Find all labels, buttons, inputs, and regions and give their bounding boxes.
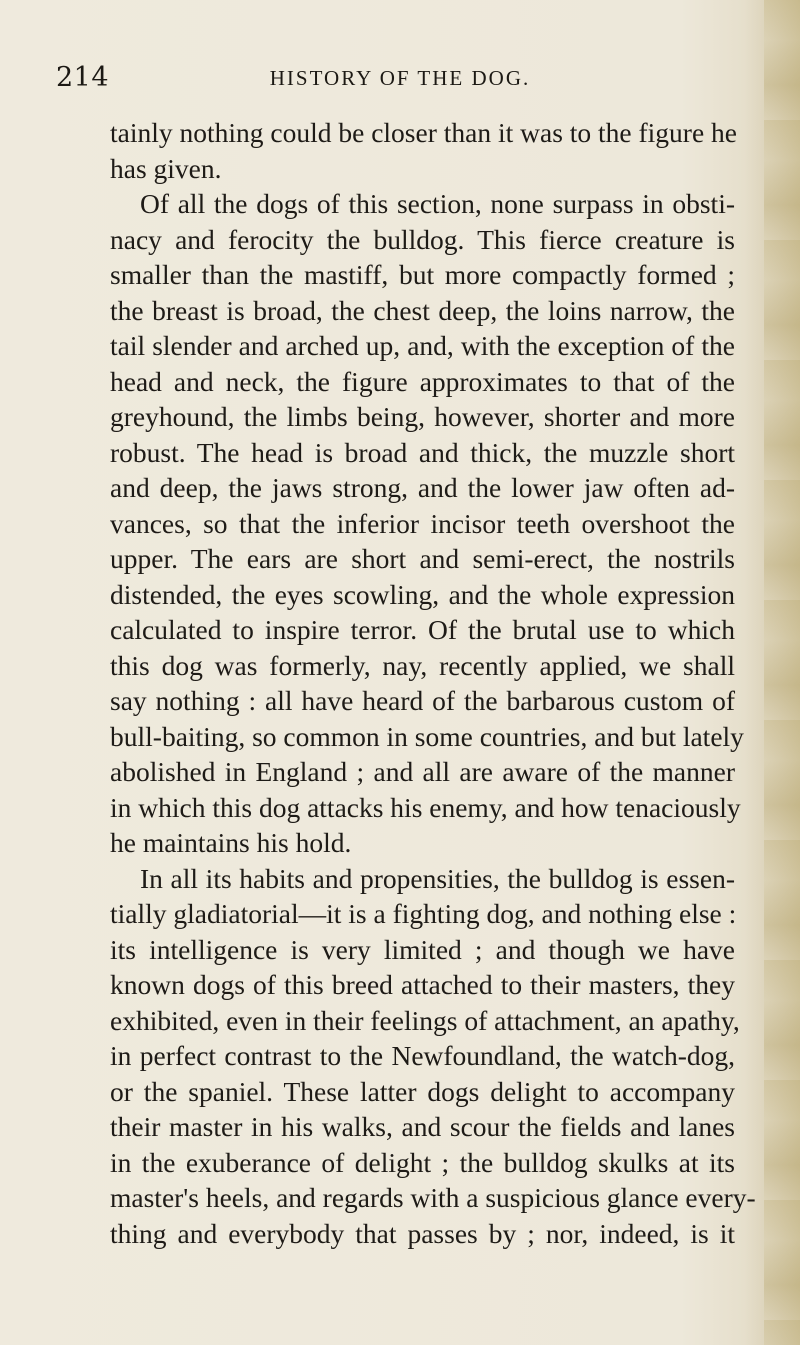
text-line: abolished in England ; and all are aware of the manner (110, 756, 735, 787)
running-head (0, 62, 800, 102)
text-line: and deep, the jaws strong, and the lower jaw often ad- (110, 472, 735, 503)
text-line: known dogs of this breed attached to their masters, they (110, 969, 735, 1000)
text-line: In all its habits and propensities, the bulldog is essen- (140, 862, 735, 894)
text-line: nacy and ferocity the bulldog. This fierce creature is (110, 223, 735, 255)
text-line: bull-baiting, so common in some countries, and but lately (110, 720, 744, 752)
page-edge-stain (764, 0, 800, 1345)
text-line: their master in his walks, and scour the fields and lanes (110, 1111, 735, 1142)
text-line: its intelligence is very limited ; and though we have (110, 933, 735, 965)
text-line: he maintains his hold. (110, 827, 352, 858)
text-line: in perfect contrast to the Newfoundland, the watch-dog, (110, 1040, 735, 1071)
text-line: robust. The head is broad and thick, the muzzle short (110, 436, 735, 468)
page-number: 214 (56, 62, 110, 93)
running-title: HISTORY OF THE DOG. (269, 66, 531, 90)
text-line: exhibited, even in their feelings of attachment, an apathy, (110, 1004, 740, 1036)
text-line: upper. The ears are short and semi-erect, the nostrils (110, 543, 735, 574)
text-line: tially gladiatorial—it is a fighting dog, and nothing else : (110, 898, 737, 929)
text-line: tainly nothing could be closer than it was to the figure he (110, 117, 737, 148)
text-line: the breast is broad, the chest deep, the loins narrow, the (110, 294, 735, 326)
text-line: thing and everybody that passes by ; nor, indeed, is it (110, 1217, 735, 1249)
text-line: smaller than the mastiff, but more compactly formed ; (110, 259, 735, 290)
text-line: in the exuberance of delight ; the bulldog skulks at its (110, 1146, 735, 1178)
text-line: greyhound, the limbs being, however, shorter and more (110, 401, 735, 432)
text-line: Of all the dogs of this section, none surpass in obsti- (140, 188, 735, 219)
text-line: head and neck, the figure approximates to that of the (110, 365, 735, 397)
text-line: this dog was formerly, nay, recently applied, we shall (110, 649, 735, 681)
text-line: distended, the eyes scowling, and the whole expression (110, 578, 735, 610)
body-text (110, 115, 756, 1251)
text-line: or the spaniel. These latter dogs delight to accompany (110, 1075, 735, 1107)
text-line: tail slender and arched up, and, with the exception of the (110, 330, 735, 361)
text-line: calculated to inspire terror. Of the brutal use to which (110, 614, 735, 645)
text-line: in which this dog attacks his enemy, and how tenaciously (110, 791, 741, 823)
text-line: has given. (110, 152, 222, 184)
text-line: vances, so that the inferior incisor teeth overshoot the (110, 507, 735, 539)
text-line: say nothing : all have heard of the barbarous custom of (110, 685, 735, 716)
text-line: master's heels, and regards with a suspicious glance every- (110, 1182, 756, 1213)
